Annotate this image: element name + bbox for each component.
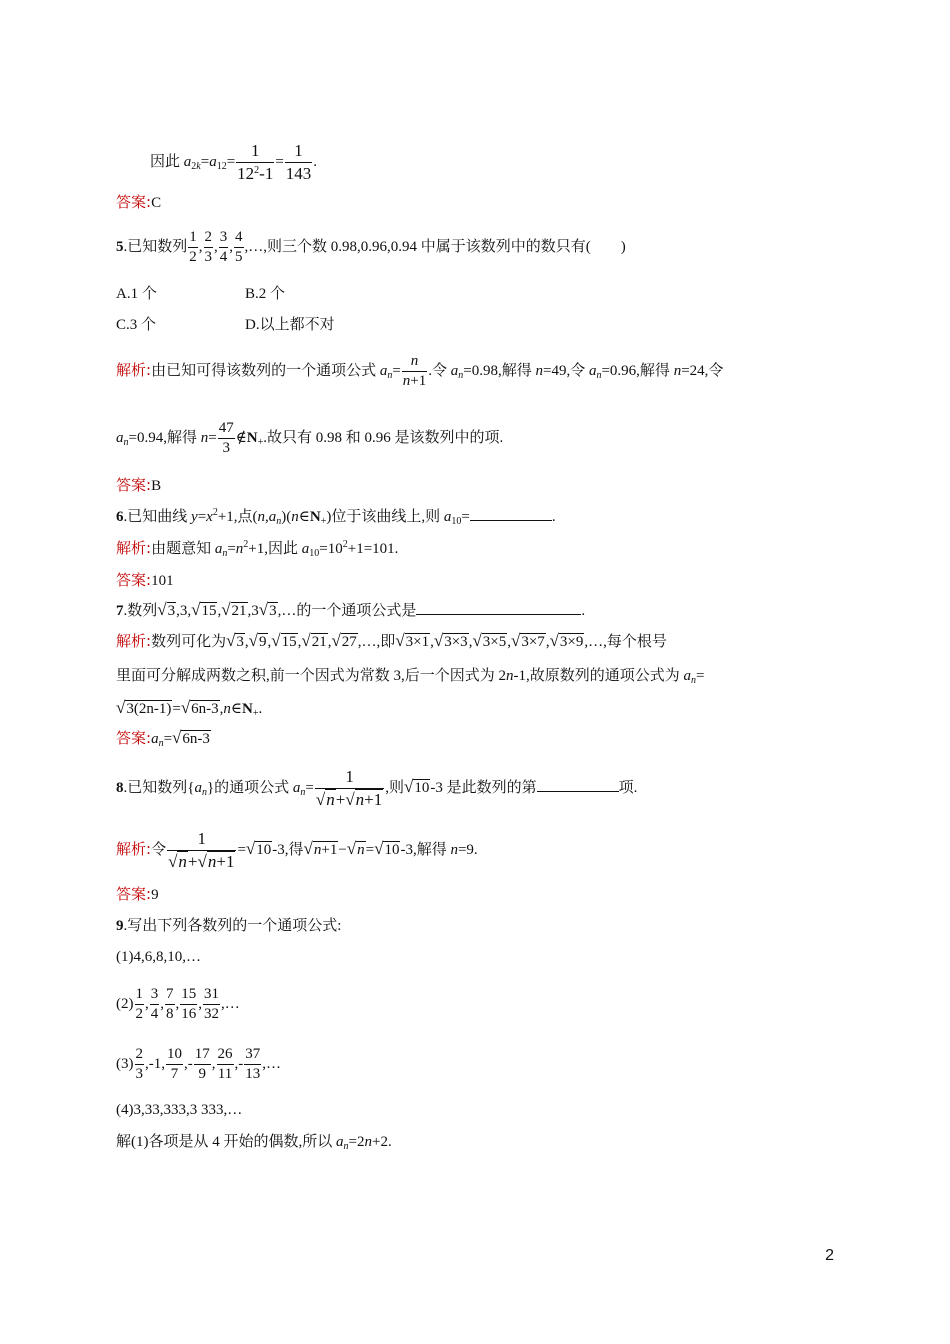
fraction: $\frac{1}{2}$: [135, 986, 143, 1022]
option-b: B.2 个: [245, 286, 286, 302]
analysis-5b: $a_n=0.94$,解得 n= $\frac{47}{3}$ $\notin N_+$.故只有 0.98 和 0.96 是该数列中的项.: [116, 420, 504, 456]
derivation-line: 因此 $a_{2k}=a_{12}=$ $\frac{1}{12^2-1}$ = $\frac{1}{143}$ .: [150, 141, 318, 183]
fraction: $\frac{1}{12^2-1}$: [237, 141, 274, 183]
answer-5: 答案:B: [116, 476, 162, 494]
fraction: $\frac{26}{11}$: [217, 1046, 233, 1082]
fraction: $\frac{1}{143}$: [285, 141, 312, 183]
analysis-7a: 解析:数列可化为√3,√9,√15,√21,√27,…,即√3×1,√3×3,√3×5,√3×7,√3×9,…,每个根号: [116, 631, 667, 650]
analysis-7b: 里面可分解成两数之积,前一个因式为常数 3,后一个因式为 2n-1,故原数列的通项公式为 $a_n=$: [116, 668, 705, 686]
question-8: 8.已知数列$\{a_n\}$的通项公式 $a_n=$ $\frac{1}{√n+√n+1}$ ,则√10-3 是此数列的第 项.: [116, 767, 638, 809]
answer-7: 答案$:a_n=√6n-3$: [116, 728, 210, 749]
fraction: $\frac{3}{4}$: [150, 986, 159, 1022]
fraction: $\frac{1}{√n+√n+1}$: [315, 767, 383, 809]
fraction: $\frac{2}{3}$: [135, 1046, 143, 1082]
fraction: $\frac{47}{3}$: [218, 420, 234, 456]
fraction: $\frac{37}{13}$: [245, 1046, 261, 1082]
question-5: 5.已知数列 $\frac{1}{2}$ , $\frac{2}{3}$ , $\frac{3}{4}$ , $\frac{4}{5}$ ,…,则三个数 0.98,0.96,0.94 中属于该数列中的数只有( ): [116, 229, 626, 265]
fraction: $\frac{3}{4}$: [219, 229, 228, 265]
q9-part1: (1)4,6,8,10,…: [116, 949, 201, 965]
analysis-7c: $√3(2n-1)=√6n-3,n\in N_+$.: [116, 698, 263, 719]
fraction: $\frac{15}{16}$: [181, 986, 197, 1022]
fraction: $\frac{4}{5}$: [235, 229, 243, 265]
q9-part4: (4)3,33,333,3 333,…: [116, 1102, 243, 1118]
question-9: 9.写出下列各数列的一个通项公式:: [116, 918, 342, 934]
fraction: $\frac{1}{√n+√n+1}$: [168, 829, 235, 871]
answer-blank[interactable]: [416, 600, 581, 615]
answer-8: 答案:9: [116, 885, 159, 903]
option-a: A.1 个: [116, 286, 157, 302]
analysis-6: 解析:由题意知 $a_n=n^2+1$,因此 $a_{10}=10^2+1=101$.: [116, 539, 399, 559]
fraction: $\frac{17}{9}$: [194, 1046, 210, 1082]
option-d: D.以上都不对: [245, 317, 335, 333]
fraction: $\frac{n}{n+1}$: [402, 353, 427, 389]
page-number: 2: [825, 1247, 834, 1264]
q9-part3: (3) $\frac{2}{3}$ ,-1, $\frac{10}{7}$ ,- $\frac{17}{9}$ , $\frac{26}{11}$ ,- $\frac{37}{13}$ ,…: [116, 1046, 281, 1082]
answer-blank[interactable]: [537, 777, 619, 792]
fraction: $\frac{7}{8}$: [166, 986, 174, 1022]
analysis-5a: 解析:由已知可得该数列的一个通项公式 $a_n=$ $\frac{n}{n+1}$ .令 $a_n=0.98$,解得 n=49,令 $a_n=0.96$,解得 n=24,令: [116, 353, 724, 389]
q9-part2: (2) $\frac{1}{2}$ , $\frac{3}{4}$ , $\frac{7}{8}$ , $\frac{15}{16}$ , $\frac{31}{32}$ ,…: [116, 986, 240, 1022]
question-7: 7.数列√3,3,√15,√21,3√3,…的一个通项公式是 .: [116, 600, 586, 619]
solution-9: 解(1)各项是从 4 开始的偶数,所以 $a_n=2n+2$.: [116, 1134, 392, 1152]
option-c: C.3 个: [116, 317, 157, 333]
fraction: $\frac{2}{3}$: [204, 229, 213, 265]
analysis-8: 解析:令 $\frac{1}{√n+√n+1}$ =√10-3,得√n+1−√n=√10-3,解得 n=9.: [116, 829, 478, 871]
answer-6: 答案:101: [116, 571, 174, 589]
question-6: 6.已知曲线 $y=x^2+1$,点$(n,a_n)(n\in N_+)$位于该曲线上,则 $a_{10}=$ .: [116, 507, 556, 527]
answer-line: 答案:C: [116, 193, 162, 211]
fraction: $\frac{31}{32}$: [204, 986, 219, 1022]
fraction: $\frac{1}{2}$: [189, 229, 197, 265]
answer-blank[interactable]: [470, 506, 552, 521]
fraction: $\frac{10}{7}$: [167, 1046, 182, 1082]
